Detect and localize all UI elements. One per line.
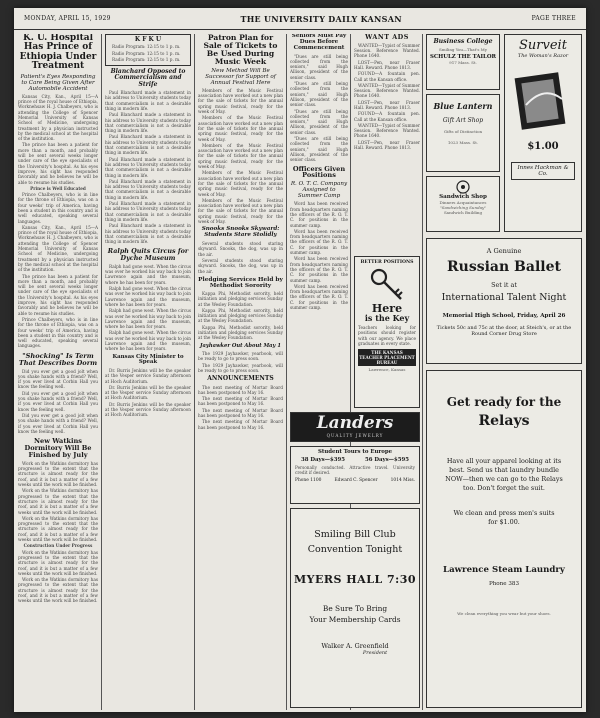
article-crosshead: Prince is Well Educated bbox=[30, 185, 86, 191]
jayhawker-article bbox=[198, 351, 283, 373]
sandwich-shop-ad bbox=[426, 176, 500, 232]
bill-club-location: MYERS HALL 7:30 bbox=[293, 573, 417, 586]
article-paragraph: Word has been received from headquarters naming the officers of the R. O. T. C. for positions in the summer camp. bbox=[290, 256, 348, 283]
article-paragraph: The prince has been a patient for more than a month, and probably will be sent several weeks longer under care of the eye specialists of the University's hospital. As his eyes improve, his sight has responded favorably and he believes he will be able to resume his studies. bbox=[18, 142, 98, 185]
article-paragraph: Paul Blanchard made a statement in his address to University students today that commercialism is not a desirable thing in modern life. bbox=[105, 112, 191, 134]
article-paragraph: Several students stood staring skyward. Snooks, the dog, was up in the air. bbox=[198, 241, 283, 257]
article-paragraph: The prince has been a patient for more than a month, and probably will be sent several weeks longer under care of the eye specialists of the University's hospital. As his eyes improve, his sight has responded favorably and he believes he will be able to resume his studies. bbox=[18, 273, 98, 316]
shocking-article bbox=[18, 369, 98, 435]
article-paragraph: Kansas City, Kan., April 15—A prince of the royal house of Ethiopia, Worknehsaw H. J. Chalbeyers, who is attending the College of Spencer Memorial University of Kansas School of Medicine, undergoing treatment by a physician instructed by the medical school at the hospital of the institution. bbox=[18, 224, 98, 273]
europe-tours-footer bbox=[291, 478, 419, 483]
key-ad-tagline: BETTER POSITIONS bbox=[360, 260, 414, 265]
article-paragraph: Members of the Music Festival association have worked out a new plan for the sale of tickets for the annual spring music festival, ready for the week of May. bbox=[198, 142, 283, 170]
relays-body: Have all your apparel looking at its best. Send us that laundry bundle NOW—then we can go to the Relays too. Don't forget the suit. bbox=[445, 457, 563, 492]
dorm-article bbox=[18, 461, 98, 604]
column-4 bbox=[290, 34, 348, 410]
article-paragraph: Kappa Phi, Methodist sorority, held initiation and pledging services Sunday at the Wesley Foundation. bbox=[198, 307, 283, 324]
business-college-line: Smiling You—That's My bbox=[438, 47, 488, 52]
article-paragraph: Paul Blanchard made a statement in his address to University students today that commercialism is not a desirable thing in modern life. bbox=[105, 134, 191, 156]
key-icon bbox=[369, 267, 405, 303]
sandwich-shop-line: Dinners Acquaintances bbox=[439, 200, 487, 205]
blue-lantern-subtitle: Gift Art Shop bbox=[442, 117, 484, 124]
masthead-paper-name: THE UNIVERSITY DAILY KANSAN bbox=[240, 13, 402, 24]
article-paragraph: "Dues are still being collected from the seniors," said Hugh Allison, president of the senior class. bbox=[290, 108, 348, 135]
blue-lantern-title: Blue Lantern bbox=[433, 101, 493, 111]
business-college-ad bbox=[426, 34, 500, 90]
business-college-title: Business College bbox=[433, 38, 493, 45]
ralph-article bbox=[105, 264, 191, 352]
seniors-headline: Seniors Must Pay Dues Before Commencement bbox=[291, 34, 347, 51]
classified-ad: FOUND—A fountain pen. Call at the Kansan office. bbox=[354, 111, 420, 122]
article-paragraph: Dr. Burris Jenkins will be the speaker at the Vesper service Sunday afternoon at Hoch Auditorium. bbox=[105, 401, 191, 418]
landers-tagline: QUALITY JEWELRY bbox=[326, 433, 384, 438]
article-paragraph: Work on the Watkins dormitory has progressed to the extent that the structure is almost ready for the roof, and it is but a matter of a few weeks until the work will be finished. bbox=[18, 460, 98, 488]
column-1 bbox=[18, 34, 98, 710]
article-paragraph: Paul Blanchard made a statement in his address to University students today that commercialism is not a desirable thing in modern life. bbox=[105, 178, 191, 200]
article-paragraph: Paul Blanchard made a statement in his address to University students today that commercialism is not a desirable thing in modern life. bbox=[105, 223, 191, 245]
bill-club-reminder: Be Sure To Bring bbox=[322, 604, 388, 613]
classified-ad: FOUND—A fountain pen. Call at the Kansan office. bbox=[354, 71, 420, 82]
key-ad-key: is the Key bbox=[364, 313, 410, 323]
sandwich-shop-icon bbox=[454, 180, 472, 194]
blue-lantern-address: 1023 Mass. St. bbox=[447, 140, 479, 145]
teacher-bureau-address: Lawrence, Kansas bbox=[368, 367, 406, 373]
bill-club-name: Smiling Bill Club bbox=[314, 529, 396, 540]
sandwich-shop-slogan: "Sandwiching Sunday" bbox=[439, 205, 487, 210]
jayhawker-headline: Jayhawker Out About May 1 bbox=[200, 342, 281, 349]
europe-tours-body: Personally conducted. Attractive travel. University credit if desired. bbox=[295, 465, 415, 476]
ballet-title: Russian Ballet bbox=[447, 259, 561, 275]
article-paragraph: Prince Chalbeyers, who is in line for the throne of Ethiopia, was on a four weeks' trip of America, having been a student in this country and is well educated, speaking several languages. bbox=[18, 192, 98, 224]
article-crosshead: Construction Under Progress bbox=[23, 543, 93, 549]
article-paragraph: Ralph had gone west. When the circus was over he worked his way back to join Lawrence again and the museum, where he has been for years. bbox=[105, 286, 191, 307]
ballet-tickets: Tickets 50c and 75c at the door, at Steich's, or at the Round Corner Drug Store bbox=[436, 325, 572, 337]
article-paragraph: "Dues are still being collected from the seniors," said Hugh Allison, president of the senior class. bbox=[290, 136, 348, 163]
classified-ad: LOST—Pen, near Fraser Hall. Reward. Phone 1813. bbox=[354, 139, 420, 151]
hospital-headline: K. U. Hospital Has Prince of Ethiopia Under Treatment bbox=[19, 34, 97, 72]
surfeit-price: $1.00 bbox=[527, 141, 559, 152]
kansas-city-headline: Kansas City Minister to Speak bbox=[112, 353, 184, 366]
hospital-subhead: Patient's Eyes Responding to Care Being Given After Automobile Accident bbox=[20, 73, 96, 92]
surfeit-brand: Surveit bbox=[519, 38, 567, 53]
article-paragraph: Ralph had gone west. When the circus was over he worked his way back to join Lawrence again and the museum, where he has been for years. bbox=[105, 263, 191, 285]
shocking-headline: "Shocking" Is Term That Describes Dorm bbox=[18, 351, 98, 367]
column-rule bbox=[194, 34, 195, 710]
classified-ad: WANTED—Typist of Summer Session. Reference Wanted. Phone 1640. bbox=[354, 42, 420, 59]
blanchard-headline: Blanchard Opposed to Commercialism and Strife bbox=[110, 68, 186, 88]
russian-ballet-ad bbox=[426, 238, 582, 364]
article-paragraph: Work on the Watkins dormitory has progressed to the extent that the structure is almost ready for the roof, and it is but a matter of a few weeks until the work will be finished. bbox=[18, 577, 98, 604]
europe-address: 1014 Miss. bbox=[390, 477, 415, 483]
bill-club-event: Convention Tonight bbox=[307, 544, 403, 555]
article-paragraph: "Dues are still being collected from the seniors," said Hugh Allison, president of the senior class. bbox=[290, 81, 348, 108]
article-paragraph: Members of the Music Festival association have worked out a new plan for the sale of tickets for the annual spring music festival, ready for the week of May. bbox=[198, 87, 283, 115]
masthead-date: MONDAY, APRIL 15, 1929 bbox=[24, 15, 111, 22]
classified-ad: WANTED—Typist of Summer Session. Reference Wanted. Phone 1640. bbox=[354, 82, 420, 99]
classified-ad: LOST—Pen, near Fraser Hall. Reward. Phone 1813. bbox=[354, 99, 420, 110]
article-paragraph: Radio Program: 12:15 to 1 p. m. bbox=[112, 50, 181, 56]
patron-article bbox=[198, 88, 283, 224]
article-paragraph: The next meeting of Mortar Board has been postponed to May 16. bbox=[198, 384, 283, 395]
ballet-intro: A Genuine bbox=[486, 247, 522, 255]
article-paragraph: Word has been received from headquarters naming the officers of the R. O. T. C. for positions in the summer camp. bbox=[290, 228, 348, 256]
column-rule bbox=[422, 34, 423, 710]
sandwich-shop-name: Sandwich Shop bbox=[439, 194, 487, 200]
relays-suit-offer: We clean and press men's suits for $1.00. bbox=[453, 509, 555, 526]
blue-lantern-tagline: Gifts of Distinction bbox=[443, 129, 483, 134]
pledging-headline: Pledging Services Held by Methodist Sorority bbox=[198, 276, 283, 289]
article-paragraph: Word has been received from headquarters naming the officers of the R. O. T. C. for positions in the summer camp. bbox=[290, 201, 348, 228]
article-paragraph: Members of the Music Festival association have worked out a new plan for the sale of tickets for the annual spring music festival, ready for the week of May. bbox=[198, 170, 283, 197]
relays-heading: Get ready for the bbox=[446, 395, 562, 409]
article-paragraph: Kappa Phi, Methodist sorority, held initiation and pledging services Sunday at the Wesley Foundation. bbox=[198, 290, 283, 307]
article-paragraph: The next meeting of Mortar Board has been postponed to May 16. bbox=[198, 419, 283, 430]
classified-ad: WANTED—Typist of Summer Session. Reference Wanted. Phone 1640. bbox=[354, 122, 420, 139]
bill-club-cards: Your Membership Cards bbox=[309, 615, 401, 624]
article-paragraph: Radio Program: 12:15 to 1 p. m. bbox=[112, 56, 181, 62]
bill-club-president-title: President bbox=[362, 650, 388, 656]
column-rule bbox=[286, 34, 287, 710]
europe-price-long: 56 Days—$595 bbox=[364, 457, 410, 463]
smiling-bill-club-ad bbox=[290, 508, 420, 708]
article-paragraph: Did you ever get a good jolt when you shake hands with a friend? Well, if you ever lived at Corbin Hall you know the feeling well. bbox=[18, 412, 98, 434]
landers-jewelry-ad bbox=[290, 412, 420, 442]
masthead bbox=[14, 8, 586, 30]
hospital-article bbox=[18, 94, 98, 349]
article-paragraph: Paul Blanchard made a statement in his address to University students today that commercialism is not a desirable thing in modern life. bbox=[105, 156, 191, 178]
bill-club-president-name: Walker A. Greenfield bbox=[321, 642, 389, 650]
article-paragraph: Did you ever get a good jolt when you shake hands with a friend? Well, if you ever lived at Corbin Hall you know the feeling well. bbox=[18, 390, 98, 412]
laundry-footer: We clean everything you wear but your shoes. bbox=[457, 611, 551, 616]
blanchard-article bbox=[105, 90, 191, 244]
dorm-headline: New Watkins Dormitory Will Be Finished by July bbox=[24, 437, 92, 459]
article-paragraph: Members of the Music Festival association have worked out a new plan for the sale of tickets for the annual spring music festival, ready for the week of May. bbox=[198, 197, 283, 224]
article-paragraph: The 1929 Jayhawker, yearbook, will be ready to go to press soon. bbox=[198, 351, 283, 362]
teacher-bureau-name: THE KANSAS TEACHER PLACEMENT BUREAU bbox=[359, 350, 415, 366]
article-paragraph: "Dues are still being collected from the seniors," said Hugh Allison, president of the senior class. bbox=[290, 53, 348, 80]
kansas-city-article bbox=[105, 368, 191, 418]
column-3 bbox=[198, 34, 283, 710]
officers-headline: Officers Given Positions bbox=[292, 164, 346, 180]
article-paragraph: Paul Blanchard made a statement in his address to University students today that commercialism is not a desirable thing in modern life. bbox=[105, 90, 191, 111]
kfku-radio-box bbox=[105, 34, 191, 66]
snooks-headline: Snooks Snooks Skyward: Students Stare Stolidly bbox=[201, 226, 280, 239]
masthead-page-number: PAGE THREE bbox=[531, 15, 576, 22]
europe-contact: Edward C. Spencer bbox=[334, 477, 378, 483]
europe-phone: Phone 1100 bbox=[295, 477, 322, 483]
europe-price-short: 38 Days—$395 bbox=[300, 457, 346, 463]
landers-logo-text: Landers bbox=[316, 413, 394, 433]
officers-subhead: R. O. T. C. Company Assigned to Summer Camp bbox=[290, 181, 348, 200]
tailor-name: SCHULZ THE TAILOR bbox=[429, 54, 497, 60]
laundry-name: Lawrence Steam Laundry bbox=[443, 565, 565, 575]
article-paragraph: Ralph had gone west. When the circus was over he worked his way back to join Lawrence again and the museum, where he has been for years. bbox=[105, 330, 191, 352]
column-2 bbox=[105, 34, 191, 710]
article-paragraph: Ralph had gone west. When the circus was over he worked his way back to join Lawrence again and the museum, where he has been for years. bbox=[105, 308, 191, 330]
ballet-venue: Memorial High School, Friday, April 26 bbox=[442, 313, 566, 319]
article-paragraph: Dr. Burris Jenkins will be the speaker at the Vesper service Sunday afternoon at Hoch Auditorium. bbox=[105, 384, 191, 401]
kfku-title: K F K U bbox=[134, 36, 162, 43]
pledging-article bbox=[198, 291, 283, 341]
key-ad-here: Here bbox=[371, 302, 403, 315]
kfku-body bbox=[108, 44, 188, 62]
want-ads-title: WANT ADS bbox=[365, 34, 409, 41]
announcements-article bbox=[198, 385, 283, 430]
article-paragraph: Work on the Watkins dormitory has progressed to the extent that the structure is almost ready for the roof, and it is but a matter of a few weeks until the work will be finished. bbox=[18, 549, 98, 576]
patron-subhead: New Method Will Be Successor for Support of Annual Festival Here bbox=[205, 67, 276, 86]
teacher-bureau-ad bbox=[354, 256, 420, 408]
officers-article bbox=[290, 201, 348, 310]
europe-tours-ad bbox=[290, 446, 420, 504]
article-paragraph: The next meeting of Mortar Board has been postponed to May 16. bbox=[198, 396, 283, 407]
ballet-event: International Talent Night bbox=[441, 292, 567, 303]
ballet-setup: Set it at bbox=[491, 281, 517, 289]
article-paragraph: Dr. Burris Jenkins will be the speaker at the Vesper service Sunday afternoon at Hoch Auditorium. bbox=[105, 367, 191, 384]
column-rule bbox=[101, 34, 102, 710]
article-paragraph: Radio Program: 12:15 to 1 p. m. bbox=[112, 44, 181, 50]
classified-ad: LOST—Pen, near Fraser Hall. Reward. Phone 1813. bbox=[354, 59, 420, 70]
article-paragraph: Several students stood staring skyward. Snooks, the dog, was up in the air. bbox=[198, 257, 283, 274]
relays-laundry-ad bbox=[426, 370, 582, 708]
want-ads-list bbox=[354, 43, 420, 151]
surfeit-razor-ad bbox=[504, 34, 582, 232]
article-paragraph: Did you ever get a good jolt when you shake hands with a friend? Well, if you ever lived at Corbin Hall you know the feeling well. bbox=[18, 368, 98, 390]
sandwich-shop-address: Sandwich Building bbox=[443, 210, 483, 215]
laundry-phone: Phone 383 bbox=[488, 581, 520, 587]
article-paragraph: Kappa Phi, Methodist sorority, held initiation and pledging services Sunday at the Wesley Foundation. bbox=[198, 324, 283, 341]
key-ad-body: Teachers looking for positions should register with our agency. We place graduates in every state. bbox=[358, 325, 416, 346]
article-paragraph: The 1929 Jayhawker, yearbook, will be ready to go to press soon. bbox=[198, 362, 283, 373]
europe-tours-title: Student Tours to Europe bbox=[317, 449, 393, 455]
article-paragraph: The next meeting of Mortar Board has been postponed to May 16. bbox=[198, 407, 283, 419]
surfeit-tagline: The Woman's Razor bbox=[517, 53, 569, 59]
announcements-title: ANNOUNCEMENTS bbox=[207, 375, 274, 383]
article-paragraph: Word has been received from headquarters naming the officers of the R. O. T. C. for positions in the summer camp. bbox=[290, 283, 348, 310]
article-paragraph: Kansas City, Kan., April 15—A prince of the royal house of Ethiopia, Worknehsaw H. J. Chalbeyers, who is attending the College of Spencer Memorial University of Kansas School of Medicine, undergoing treatment by a physician instructed by the medical school at the hospital of the institution. bbox=[18, 93, 98, 142]
snooks-article bbox=[198, 241, 283, 274]
article-paragraph: Members of the Music Festival association have worked out a new plan for the sale of tickets for the annual spring music festival, ready for the week of May. bbox=[198, 115, 283, 142]
article-paragraph: Work on the Watkins dormitory has progressed to the extent that the structure is almost ready for the roof, and it is but a matter of a few weeks until the work will be finished. bbox=[18, 515, 98, 543]
article-paragraph: Work on the Watkins dormitory has progressed to the extent that the structure is almost ready for the roof, and it is but a matter of a few weeks until the work will be finished. bbox=[18, 488, 98, 515]
patron-headline: Patron Plan for Sale of Tickets to Be Used During Music Week bbox=[203, 34, 278, 66]
ralph-headline: Ralph Quits Circus for Dyche Museum bbox=[107, 247, 189, 263]
relays-title: Relays bbox=[478, 413, 530, 429]
article-paragraph: Prince Chalbeyers, who is in line for the throne of Ethiopia, was on a four weeks' trip of America, having been a student in this country and is well educated, speaking several languages. bbox=[18, 316, 98, 349]
surfeit-retailer: Innes Hackman & Co. bbox=[511, 162, 575, 180]
razor-box-icon bbox=[514, 65, 572, 135]
article-paragraph: Paul Blanchard made a statement in his address to University students today that commercialism is not a desirable thing in modern life. bbox=[105, 201, 191, 222]
newspaper-page bbox=[14, 8, 586, 712]
tailor-address: 917 Mass. St. bbox=[449, 60, 477, 65]
blue-lantern-ad bbox=[426, 94, 500, 172]
seniors-article bbox=[290, 54, 348, 163]
